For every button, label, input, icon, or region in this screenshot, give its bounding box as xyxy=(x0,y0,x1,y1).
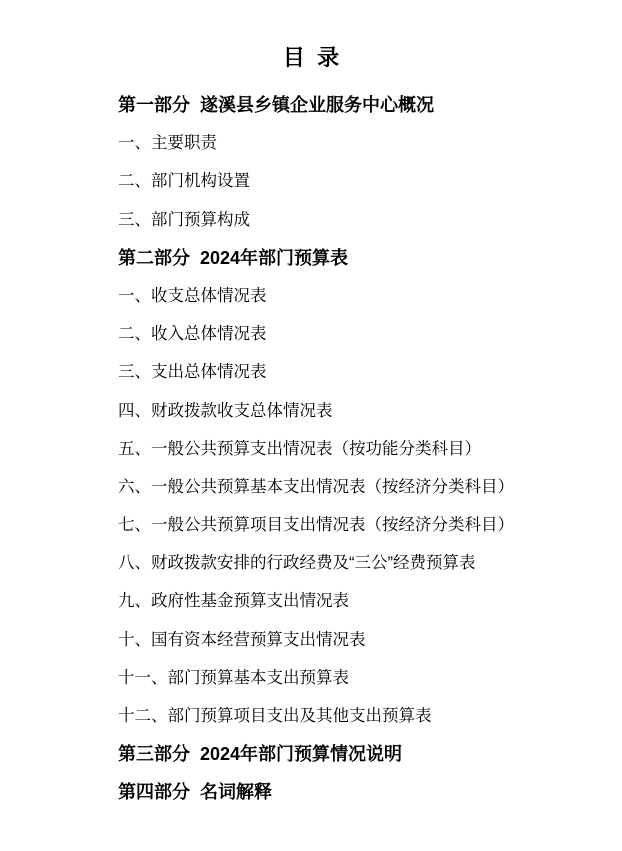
toc-item: 一、收支总体情况表 xyxy=(118,286,267,305)
table-of-contents xyxy=(118,86,582,812)
toc-item: 六、一般公共预算基本支出情况表（按经济分类科目） xyxy=(118,477,514,496)
toc-item: 七、一般公共预算项目支出情况表（按经济分类科目） xyxy=(118,516,514,535)
toc-section-part2: 第二部分 2024年部门预算表 xyxy=(118,247,349,268)
toc-item: 十一、部门预算基本支出预算表 xyxy=(118,668,349,687)
toc-item: 八、财政拨款安排的行政经费及“三公”经费预算表 xyxy=(118,554,476,573)
toc-item: 四、财政拨款收支总体情况表 xyxy=(118,401,333,420)
toc-item: 十二、部门预算项目支出及其他支出预算表 xyxy=(118,707,432,725)
toc-item: 九、政府性基金预算支出情况表 xyxy=(118,592,349,611)
toc-section-part3: 第三部分 2024年部门预算情况说明 xyxy=(118,744,403,765)
toc-section-part1: 第一部分 遂溪县乡镇企业服务中心概况 xyxy=(118,95,435,115)
toc-item: 二、部门机构设置 xyxy=(118,172,250,191)
toc-item: 三、部门预算构成 xyxy=(118,210,250,229)
toc-item: 三、支出总体情况表 xyxy=(118,363,267,382)
toc-item: 二、收入总体情况表 xyxy=(118,325,267,344)
page-title: 目 录 xyxy=(282,45,340,70)
toc-section-part4: 第四部分 名词解释 xyxy=(118,782,273,803)
toc-item: 十、国有资本经营预算支出情况表 xyxy=(118,630,366,649)
toc-item: 一、主要职责 xyxy=(118,134,217,153)
toc-item: 五、一般公共预算支出情况表（按功能分类科目） xyxy=(118,439,481,458)
